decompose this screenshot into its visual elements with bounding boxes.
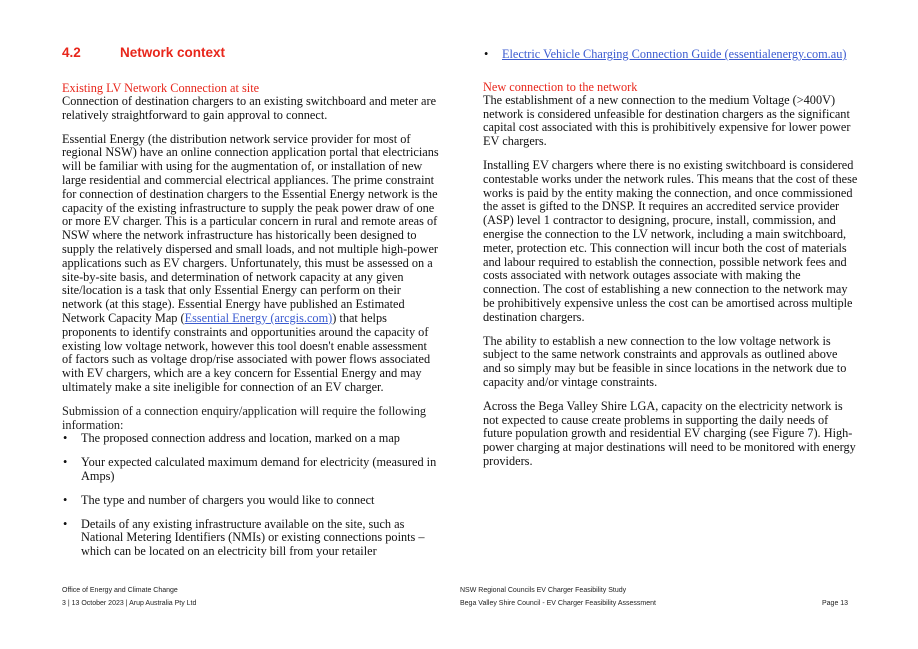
section-number: 4.2 (62, 45, 81, 60)
paragraph-intro: Connection of destination chargers to an existing switchboard and meter are relatively straightforward to gain approval to connect. (62, 94, 437, 122)
right-column (483, 48, 858, 479)
guide-list (483, 48, 858, 62)
paragraph-essential-energy (62, 133, 440, 395)
footer-right-line1: NSW Regional Councils EV Charger Feasibility Study (460, 587, 627, 594)
essential-energy-map-link[interactable]: Essential Energy (arcgis.com) (184, 310, 333, 325)
subheading-existing-lv: Existing LV Network Connection at site (62, 81, 260, 95)
paragraph-submission: Submission of a connection enquiry/application will require the following information: (62, 403, 427, 432)
left-column (62, 81, 440, 569)
paragraph-low-voltage: The ability to establish a new connection to the low voltage network is subject to the same network constraints and approvals as outlined above and so simply may but be feasible in since locations in the network due to capacity and/or vintage constraints. (483, 333, 847, 389)
requirements-list (62, 432, 440, 559)
paragraph-contestable-works: Installing EV chargers where there is no existing switchboard is considered contestable works under the network rules. This means that the cost of these works is paid by the entity making the connection, and once commissioned the asset is gifted to the DNSP. It requires an accredited service provider (ASP) level 1 contractor to designing, procure, install, commission, and energise the connection to the LV network, including a main switchboard, meter, protection etc. This connection will incur both the cost of materials and labour required to establish the connection, possible network fees and costs associated with network outages associate with making the connection. The cost of establishing a new connection to the network may be prohibitively expensive unless the cost can be amortised across multiple destination chargers. (483, 157, 858, 324)
list-item: • The proposed connection address and location, marked on a map (62, 432, 440, 446)
list-item: • Details of any existing infrastructure available on the site, such as National Metering Identifiers (NMIs) or existing connections points – which can be located on an electricity bill from your retailer (62, 518, 440, 559)
section-heading (62, 45, 225, 60)
footer-left-line1: Office of Energy and Climate Change (62, 587, 178, 594)
list-item: • Your expected calculated maximum demand for electricity (measured in Amps) (62, 456, 440, 484)
footer-right-line2: Bega Valley Shire Council - EV Charger Feasibility Assessment (460, 600, 656, 607)
paragraph-text: ) that helps proponents to identify constraints and opportunities around the capacity of existing low voltage network, however this tool doesn't enable assessment of factors such as voltage drop/rise associated with power flows associated with EV chargers, which are a key concern for Essential Energy and may ultimately make a site ineligible for connection of an EV charger. (62, 310, 431, 394)
charging-guide-link[interactable]: Electric Vehicle Charging Connection Guide (essentialenergy.com.au) (502, 47, 847, 61)
list-item: • The type and number of chargers you would like to connect (62, 494, 440, 508)
page-number: Page 13 (822, 600, 849, 607)
list-item (483, 48, 858, 62)
paragraph-bega-valley: Across the Bega Valley Shire LGA, capacity on the electricity network is not expected to cause create problems in supporting the daily needs of future population growth and residential EV charging (see Figure 7). High-power charging at major destinations will need to be monitored with energy providers. (483, 398, 856, 468)
subheading-new-connection: New connection to the network (483, 79, 638, 94)
paragraph-medium-voltage: The establishment of a new connection to the medium Voltage (>400V) network is considered unfeasible for destination chargers as the significant capital cost associated with this is prohibitively expensive for lower power EV chargers. (483, 92, 851, 149)
footer-left-line2: 3 | 13 October 2023 | Arup Australia Pty Ltd (62, 600, 197, 607)
paragraph-text: Essential Energy (the distribution network service provider for most of regional NSW) have an online connection application portal that electricians will be familiar with using for the augmentation of, or installation of new large residential and commercial electrical appliances. The prime constraint for connection of destination chargers to the Essential Energy network is the capacity of the existing infrastructure to supply the peak power draw of one or more EV charger. This is a particular concern in rural and remote areas of NSW where the network infrastructure has historically been designed to supply the relatively dispersed and small loads, and not multiple high-power applications such as EV chargers. Unfortunately, this must be assessed on a site-by-site basis, and determination of network capacity at any given site/location is a task that only Essential Energy can perform on their network (at this stage). Essential Energy have published an Estimated Network Capacity Map ( (62, 131, 439, 325)
section-title: Network context (120, 45, 226, 60)
